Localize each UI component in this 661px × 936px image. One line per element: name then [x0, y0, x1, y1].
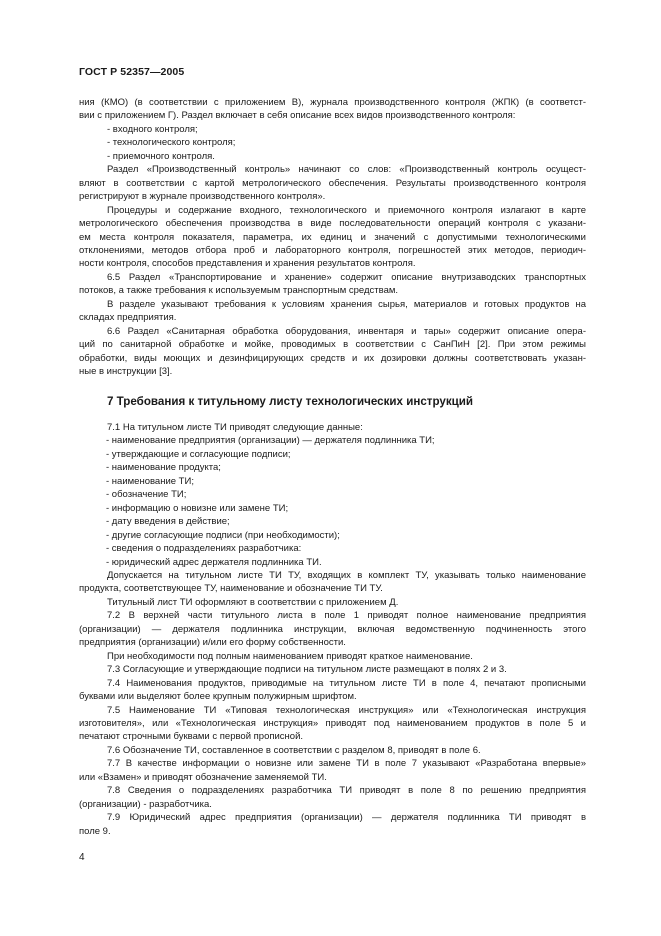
list-item: - приемочного контроля.: [107, 150, 215, 162]
list-item: - юридический адрес держателя подлинника ТИ.: [106, 556, 322, 568]
text-line: Допускается на титульном листе ТИ ТУ, входящих в комплект ТУ, указывать только наименование: [107, 569, 586, 581]
clause-7-1: 7.1 На титульном листе ТИ приводят следующие данные:: [107, 422, 363, 433]
list-item: - информацию о новизне или замене ТИ;: [106, 502, 289, 514]
clause-6-6: 6.6 Раздел «Санитарная обработка оборудования, инвентаря и тары» содержит описание опера-: [107, 325, 586, 337]
standard-designation: ГОСТ Р 52357—2005: [79, 66, 185, 78]
page-number: 4: [79, 852, 85, 863]
list-item: - обозначение ТИ;: [106, 489, 187, 501]
text-line: Титульный лист ТИ оформляют в соответствии с приложением Д.: [107, 596, 399, 608]
text-line: При необходимости под полным наименованием приводят краткое наименование.: [107, 650, 473, 662]
list-item: - дату введения в действие;: [106, 516, 230, 528]
text-line: В разделе указывают требования к условиям хранения сырья, материалов и готовых продуктов на: [107, 298, 586, 310]
clause-7-3: 7.3 Согласующие и утверждающие подписи на титульном листе размещают в полях 2 и 3.: [107, 664, 507, 676]
text-line: или «Взамен» и приводят обозначение заменяемой ТИ.: [79, 771, 327, 783]
clause-7-4: 7.4 Наименования продуктов, приводимые на титульном листе ТИ в поле 4, печатают прописными: [107, 677, 586, 689]
text-line: потоков, а также требования к используемым транспортным средствам.: [79, 285, 399, 297]
list-item: - технологического контроля;: [107, 137, 236, 149]
list-item: - наименование продукта;: [106, 462, 221, 474]
text-line: Раздел «Производственный контроль» начинают со слов: «Производственный контроль осущест-: [107, 164, 586, 176]
text-line: печатают строчными буквами с первой прописной.: [79, 731, 304, 743]
text-line: предприятия (организации) и/или его форму собственности.: [79, 637, 346, 649]
text-line: Процедуры и содержание входного, технологического и приемочного контроля излагают в карте: [107, 204, 586, 216]
clause-7-2: 7.2 В верхней части титульного листа в поле 1 приводят полное наименование предприятия: [107, 610, 586, 622]
text-line: ния (КМО) (в соответствии с приложением В), журнала производственного контроля (ЖПК) (в соответст-: [79, 97, 586, 108]
text-line: метрологического обеспечения производства в виде последовательности операций контроля с указани-: [79, 218, 586, 230]
text-line: изготовителя», или «Технологическая инструкция» приводят под наименованием продуктов в поле 5 и: [79, 717, 586, 729]
text-line: ем места контроля показателя, параметра, их единиц и значений с допустимыми технологическими: [79, 231, 586, 243]
list-item: - утверждающие и согласующие подписи;: [106, 448, 291, 460]
section-7-body: [79, 421, 586, 838]
text-line: обработки, виды моющих и дезинфицирующих средств и их дозировки должны соответствовать указан-: [79, 352, 586, 364]
text-line: поле 9.: [79, 825, 111, 837]
clause-7-8: 7.8 Сведения о подразделениях разработчика ТИ приводят в поле 8 по решению предприятия: [107, 785, 586, 797]
text-line: складах предприятия.: [79, 312, 177, 324]
text-line: вии с приложением Г). Раздел включает в себя описание всех видов производственного контроля:: [79, 110, 516, 122]
text-line: отклонениями, методов отбора проб и лабораторного контроля, погрешностей этих методов, периодич-: [79, 244, 586, 256]
text-line: ности контроля, способов представления и хранения результатов контроля.: [79, 258, 416, 270]
text-line: ций по санитарной обработке и мойке, проводимых в соответствии с СанПиН [2]. При этом режимы: [79, 339, 586, 351]
clause-7-7: 7.7 В качестве информации о новизне или замене ТИ в поле 7 указывают «Разработана впервые»: [107, 758, 586, 770]
list-item: - входного контроля;: [107, 123, 198, 135]
clause-7-9: 7.9 Юридический адрес предприятия (организации) — держателя подлинника ТИ приводят в: [107, 812, 586, 824]
text-line: (организации) - разработчика.: [79, 798, 212, 810]
text-line: буквами или выделяют более крупным полужирным шрифтом.: [79, 691, 357, 703]
text-line: вляют в соответствии с картой метрологического обеспечения. Результаты производственного контроля: [79, 177, 586, 189]
text-line: регистрируют в журнале производственного контроля».: [79, 191, 326, 203]
text-line: продукта, соответствующее ТУ, наименование и обозначение ТИ ТУ.: [79, 583, 383, 595]
list-item: - наименование ТИ;: [106, 475, 194, 487]
section-7-heading: 7 Требования к титульному листу технологических инструкций: [107, 395, 474, 408]
text-line: ные в инструкции [3].: [79, 366, 173, 378]
section-6-continuation: [79, 96, 586, 379]
text-line: (организации) — держателя подлинника инструкции, включая ведомственную подчиненность этого: [79, 623, 586, 635]
list-item: - наименование предприятия (организации) — держателя подлинника ТИ;: [106, 435, 435, 447]
list-item: - сведения о подразделениях разработчика:: [106, 543, 302, 555]
clause-7-5: 7.5 Наименование ТИ «Типовая технологическая инструкция» или «Технологическая инструкция: [107, 704, 586, 716]
clause-6-5: 6.5 Раздел «Транспортирование и хранение» содержит описание внутризаводских транспортных: [107, 271, 586, 283]
clause-7-6: 7.6 Обозначение ТИ, составленное в соответствии с разделом 8, приводят в поле 6.: [107, 744, 481, 756]
list-item: - другие согласующие подписи (при необходимости);: [106, 529, 340, 541]
